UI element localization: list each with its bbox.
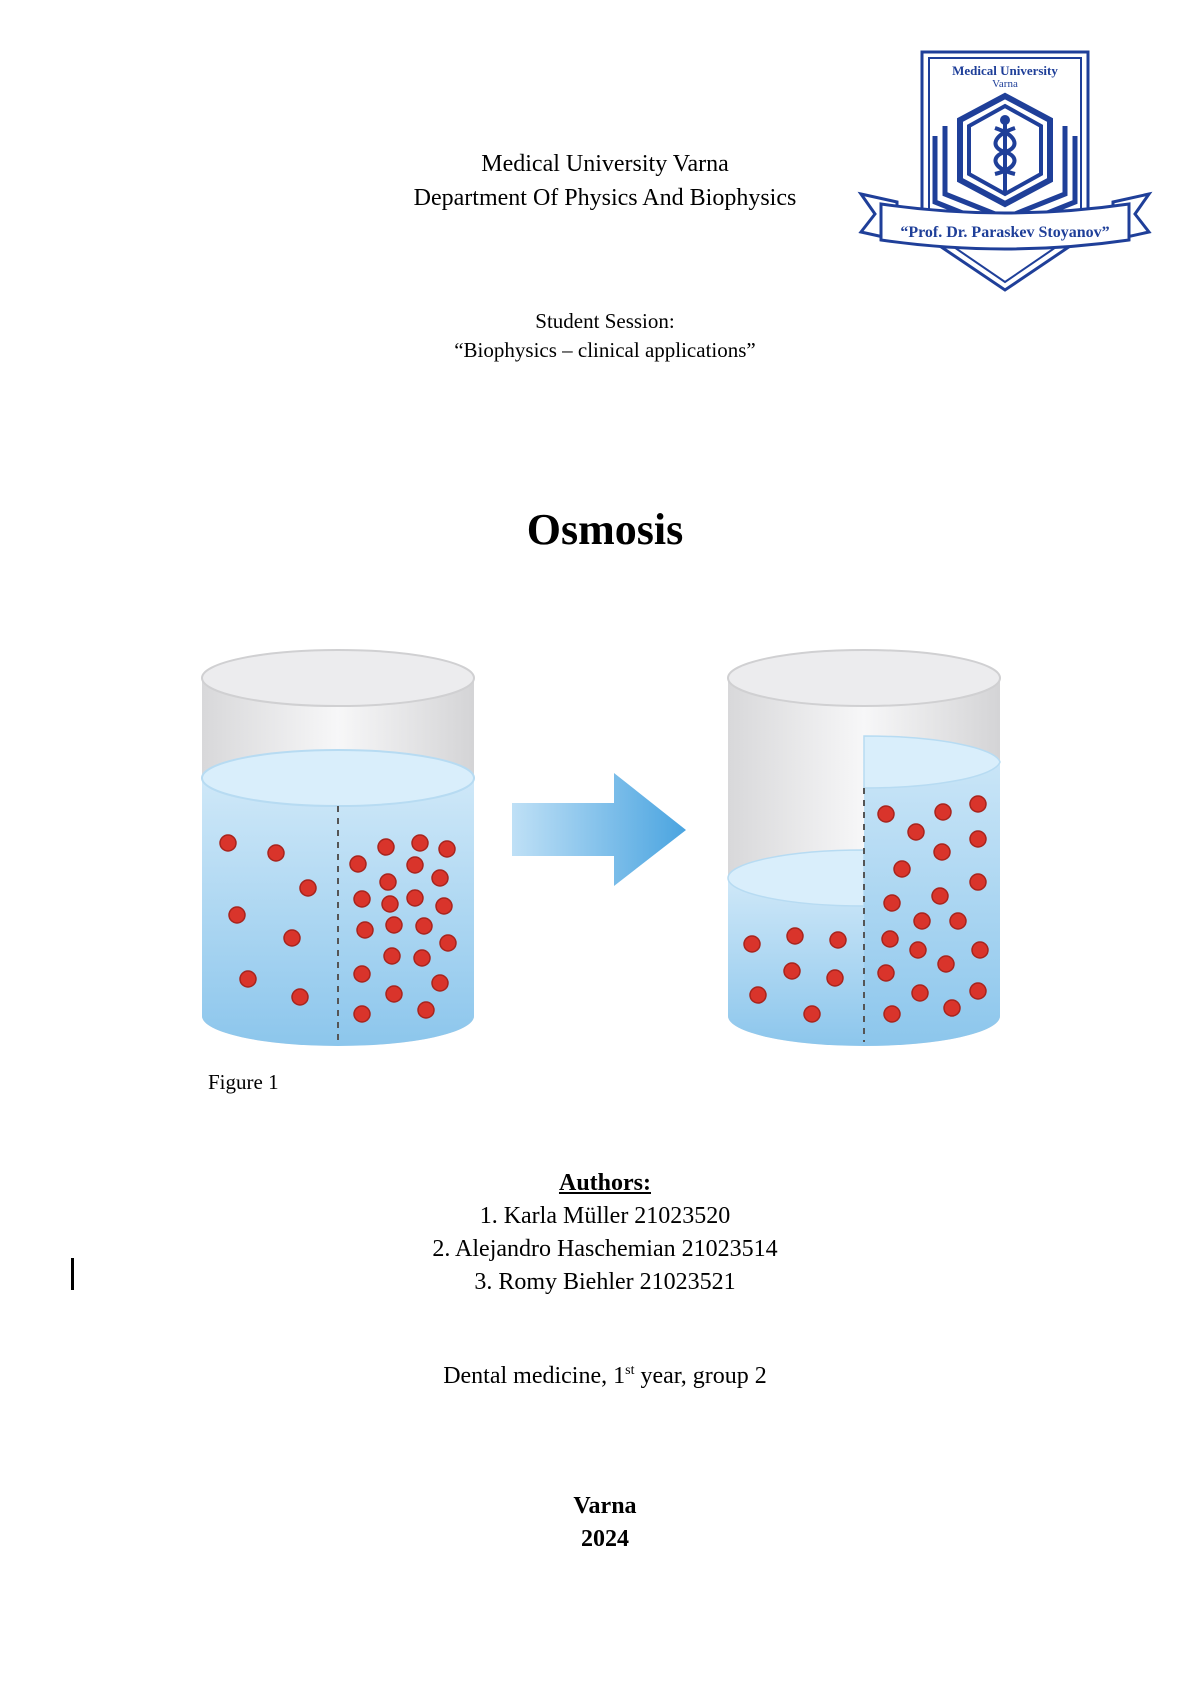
author-1: 1. Karla Müller 21023520: [479, 1203, 731, 1229]
beaker-after: [728, 650, 1000, 1046]
footer-city: Varna: [573, 1493, 637, 1519]
text-cursor: [71, 1258, 74, 1290]
session-label: Student Session:: [535, 309, 675, 333]
author-3: 3. Romy Biehler 21023521: [474, 1269, 736, 1295]
authors-heading: Authors:: [558, 1170, 651, 1196]
logo-ribbon-text: “Prof. Dr. Paraskev Stoyanov”: [900, 224, 1110, 241]
footer-year: 2024: [581, 1526, 629, 1552]
session-theme: “Biophysics – clinical applications”: [454, 338, 756, 362]
author-2: 2. Alejandro Haschemian 21023514: [432, 1236, 778, 1262]
footer-block: [285, 1490, 925, 1556]
university-name: Medical University Varna: [481, 151, 729, 177]
program-superscript: st: [625, 1363, 635, 1378]
institution-block: [285, 147, 925, 215]
logo-top-text-2: Varna: [992, 78, 1018, 90]
arrow-icon: [512, 773, 686, 886]
department-name: Department Of Physics And Biophysics: [413, 185, 797, 211]
program-suffix: year, group 2: [634, 1363, 767, 1389]
program-prefix: Dental medicine, 1: [443, 1363, 626, 1389]
session-block: [285, 307, 925, 365]
document-title: Osmosis: [526, 505, 684, 554]
figure-caption: Figure 1: [208, 1070, 279, 1094]
osmosis-figure: [140, 638, 1030, 1052]
university-logo: [857, 44, 1153, 302]
beaker-before: [202, 650, 474, 1046]
authors-block: [285, 1167, 925, 1299]
program-line: [285, 1360, 925, 1393]
logo-top-text-1: Medical University: [952, 63, 1058, 78]
